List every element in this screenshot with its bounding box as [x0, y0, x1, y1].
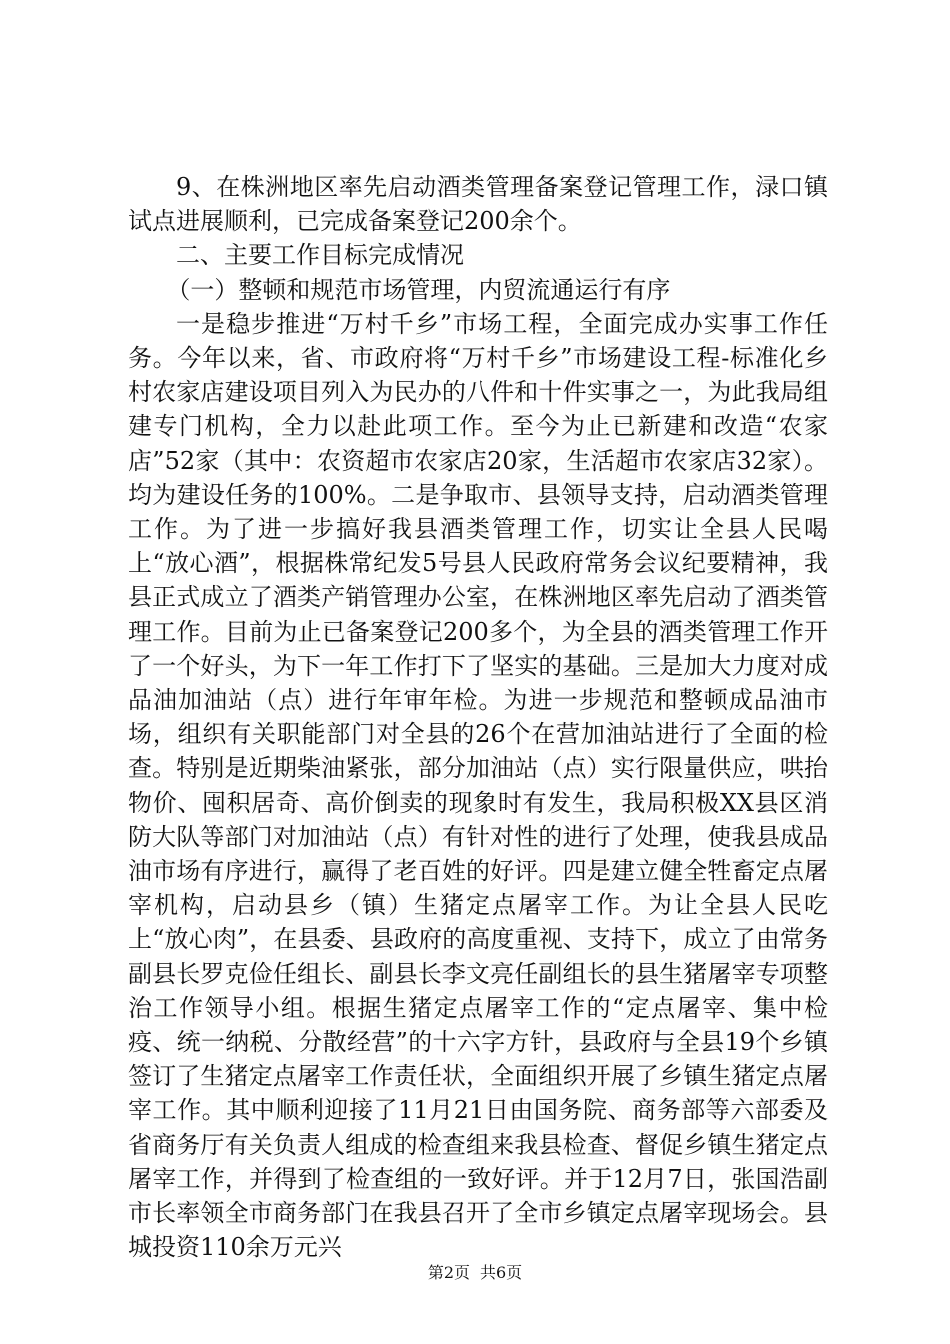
- paragraph-item-9: 9、在株洲地区率先启动酒类管理备案登记管理工作，渌口镇试点进展顺利，已完成备案登记200余个。: [128, 173, 828, 236]
- body-paragraph: 一是稳步推进“万村千乡”市场工程，全面完成办实事工作任务。今年以来，省、市政府将“万村千乡”市场建设工程-标准化乡村农家店建设项目列入为民办的八件和十件实事之一，为此我局组建专门机构，全力以赴此项工作。至今为止已新建和改造“农家店”52家（其中：农资超市农家店20家，生活超市农家店32家）。均为建设任务的100%。二是争取市、县领导支持，启动酒类管理工作。为了进一步搞好我县酒类管理工作，切实让全县人民喝上“放心酒”，根据株常纪发5号县人民政府常务会议纪要精神，我县正式成立了酒类产销管理办公室，在株洲地区率先启动了酒类管理工作。目前为止已备案登记200多个，为全县的酒类管理工作开了一个好头，为下一年工作打下了坚实的基础。三是加大力度对成品油加油站（点）进行年审年检。为进一步规范和整顿成品油市场，组织有关职能部门对全县的26个在营加油站进行了全面的检查。特别是近期柴油紧张，部分加油站（点）实行限量供应，哄抬物价、囤积居奇、高价倒卖的现象时有发生，我局积极XX县区消防大队等部门对加油站（点）有针对性的进行了处理，使我县成品油市场有序进行，赢得了老百姓的好评。四是建立健全牲畜定点屠宰机构，启动县乡（镇）生猪定点屠宰工作。为让全县人民吃上“放心肉”，在县委、县政府的高度重视、支持下，成立了由常务副县长罗克俭任组长、副县长李文亮任副组长的县生猪屠宰专项整治工作领导小组。根据生猪定点屠宰工作的“定点屠宰、集中检疫、统一纳税、分散经营”的十六字方针，县政府与全县19个乡镇签订了生猪定点屠宰工作责任状，全面组织开展了乡镇生猪定点屠宰工作。其中顺利迎接了11月21日由国务院、商务部等六部委及省商务厅有关负责人组成的检查组来我县检查、督促乡镇生猪定点屠宰工作，并得到了检查组的一致好评。并于12月7日，张国浩副市长率领全市商务部门在我县召开了全市乡镇定点屠宰现场会。县城投资110余万元兴: [128, 309, 828, 1262]
- document-body: [128, 170, 828, 1265]
- page-total: 共6页: [480, 1263, 523, 1282]
- section-heading: 二、主要工作目标完成情况: [176, 241, 464, 270]
- page-footer: [0, 1262, 950, 1284]
- page-number: 第2页: [427, 1263, 470, 1282]
- subsection-heading: （一）整顿和规范市场管理，内贸流通运行有序: [166, 275, 671, 304]
